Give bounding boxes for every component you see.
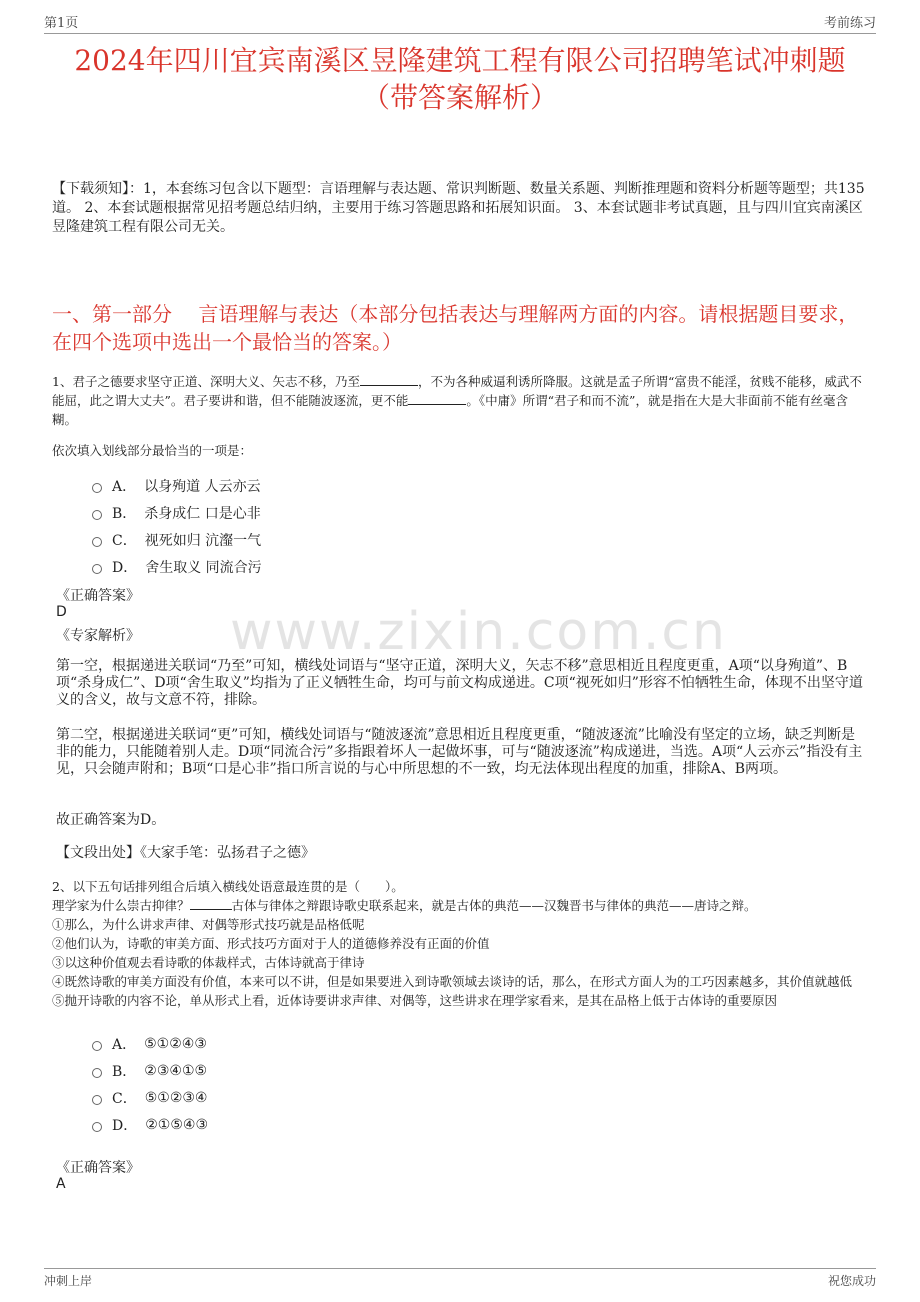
- q1-source: 【文段出处】《大家手笔：弘扬君子之德》: [56, 845, 315, 861]
- q2-sentence-4: ④既然诗歌的审美方面没有价值，本来可以不讲，但是如果要进入到诗歌领域去谈诗的话，那么，在形式方面人为的工巧因素越多，其价值就越低: [52, 974, 853, 989]
- q1-text-c: 。《中庸》所谓“君子和而不流”，就是指在大是大非面前不能有丝毫含糊。: [52, 393, 848, 427]
- q1-analysis-tag: 《专家解析》: [56, 628, 140, 644]
- question-2: [52, 877, 868, 1010]
- q1-option-a[interactable]: [92, 472, 262, 499]
- title-line-1: 2024年四川宜宾南溪区昱隆建筑工程有限公司招聘笔试冲刺题: [74, 44, 846, 77]
- option-text: 杀身成仁 口是心非: [144, 505, 261, 522]
- radio-icon[interactable]: [92, 1122, 102, 1132]
- radio-icon[interactable]: [92, 1095, 102, 1105]
- option-key: D．: [112, 559, 138, 576]
- radio-icon[interactable]: [92, 1041, 102, 1051]
- option-text: 以身殉道 人云亦云: [144, 478, 261, 495]
- q2-sentence-3: ③以这种价值观去看诗歌的体裁样式，古体诗就高于律诗: [52, 955, 365, 970]
- option-text: 视死如归 沆瀣一气: [144, 532, 262, 549]
- q2-sentence-5: ⑤抛开诗歌的内容不论，单从形式上看，近体诗要讲求声律、对偶等，这些讲求在理学家看来，是其在品格上低于古体诗的重要原因: [52, 993, 778, 1008]
- q2-blank: [190, 909, 232, 910]
- option-key: C．: [112, 1090, 137, 1107]
- q1-options: [92, 472, 262, 580]
- radio-icon[interactable]: [92, 1068, 102, 1078]
- q1-option-d[interactable]: [92, 553, 262, 580]
- q2-lead: [52, 896, 868, 915]
- option-text: ②③④①⑤: [144, 1062, 208, 1079]
- q1-text-b: ，不为各种威逼利诱所降服。这就是孟子所谓“富贵不能淫，贫贱不能移，威武不能屈，此之谓大丈夫”。君子要讲和谐，但不能随波逐流，更不能: [52, 374, 862, 408]
- footer-right: 祝您成功: [827, 1274, 876, 1288]
- q2-stem: 2、以下五句话排列组合后填入横线处语意最连贯的是（ ）。: [52, 879, 404, 894]
- option-key: D．: [112, 1117, 138, 1134]
- option-key: C．: [112, 532, 137, 549]
- q2-line-a: 理学家为什么崇古抑律？: [52, 898, 190, 913]
- q2-answer: A: [56, 1176, 66, 1192]
- q2-option-d[interactable]: [92, 1111, 208, 1138]
- q2-option-a[interactable]: [92, 1030, 208, 1057]
- q1-prompt: 依次填入划线部分最恰当的一项是：: [52, 443, 253, 458]
- title-line-2: （带答案解析）: [361, 81, 558, 114]
- q1-analysis-2: 第二空，根据递进关联词“更”可知，横线处词语与“随波逐流”意思相近且程度更重，“随波逐流”比喻没有坚定的立场，缺乏判断是非的能力，只能随着别人走。D项“同流合污”多指跟着坏人一起做坏事，可与“随波逐流”构成递进，当选。A项“人云亦云”指没有主见，只会随声附和；B项“口是心非”指口所言说的与心中所思想的不一致，均无法体现出程度的加重，排除A、B两项。: [56, 727, 863, 777]
- q2-option-c[interactable]: [92, 1084, 208, 1111]
- option-key: B．: [112, 505, 137, 522]
- document-title: [44, 42, 876, 116]
- option-key: A．: [112, 478, 137, 495]
- q1-blank-2: [408, 404, 466, 405]
- option-key: B．: [112, 1063, 137, 1080]
- q2-sentence-2: ②他们认为，诗歌的审美方面、形式技巧方面对于人的道德修养没有正面的价值: [52, 936, 490, 951]
- q1-option-c[interactable]: [92, 526, 262, 553]
- option-text: 舍生取义 同流合污: [145, 559, 262, 576]
- footer-divider: [44, 1268, 876, 1269]
- header-divider: [44, 33, 876, 34]
- radio-icon[interactable]: [92, 564, 102, 574]
- q1-option-b[interactable]: [92, 499, 262, 526]
- q2-answer-tag: 《正确答案》: [56, 1160, 140, 1176]
- q2-line-b: 古体与律体之辩跟诗歌史联系起来，就是古体的典范——汉魏晋书与律体的典范——唐诗之辩。: [231, 898, 757, 913]
- radio-icon[interactable]: [92, 483, 102, 493]
- option-text: ②①⑤④③: [145, 1116, 208, 1133]
- option-text: ⑤①②④③: [144, 1035, 207, 1052]
- q1-text-a: 1、君子之德要求坚守正道、深明大义、矢志不移，乃至: [52, 374, 360, 389]
- page-number: 第1页: [44, 16, 79, 31]
- radio-icon[interactable]: [92, 537, 102, 547]
- q1-blank-1: [360, 385, 418, 386]
- section-heading: 一、第一部分 言语理解与表达（本部分包括表达与理解两方面的内容。请根据题目要求，在四个选项中选出一个最恰当的答案。）: [52, 302, 859, 354]
- header-category: 考前练习: [823, 16, 876, 31]
- q2-options: [92, 1030, 208, 1138]
- option-key: A．: [112, 1036, 137, 1053]
- q1-analysis-1: 第一空，根据递进关联词“乃至”可知，横线处词语与“坚守正道，深明大义，矢志不移”意思相近且程度更重，A项“以身殉道”、B项“杀身成仁”、D项“舍生取义”均指为了正义牺牲生命，均可与前文构成递进。C项“视死如归”形容不怕牺牲生命，体现不出坚守道义的含义，故与文意不符，排除。: [56, 658, 863, 708]
- q1-answer: D: [56, 604, 67, 620]
- q1-conclusion: 故正确答案为D。: [56, 812, 166, 828]
- q1-answer-tag: 《正确答案》: [56, 588, 140, 604]
- download-notice: 【下载须知】：1，本套练习包含以下题型：言语理解与表达题、常识判断题、数量关系题、判断推理题和资料分析题等题型；共135道。 2、本套试题根据常见招考题总结归纳，主要用于练习答题思路和拓展知识面。 3、本套试题非考试真题，且与四川宜宾南溪区昱隆建筑工程有限公司无关。: [52, 181, 865, 235]
- footer-left: 冲刺上岸: [44, 1274, 93, 1288]
- radio-icon[interactable]: [92, 510, 102, 520]
- question-1-stem: [52, 372, 868, 429]
- watermark: www.zixin.com.cn: [230, 602, 727, 662]
- q2-sentence-1: ①那么，为什么讲求声律、对偶等形式技巧就是品格低呢: [52, 917, 365, 932]
- option-text: ⑤①②③④: [144, 1089, 208, 1106]
- q2-option-b[interactable]: [92, 1057, 208, 1084]
